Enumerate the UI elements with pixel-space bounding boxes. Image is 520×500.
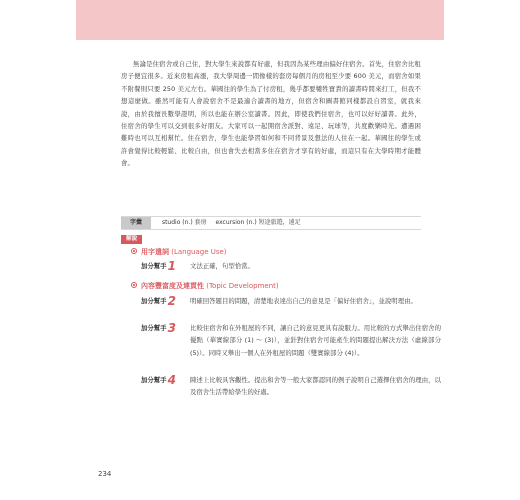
vocabulary-tag: 字彙	[121, 217, 151, 229]
tip-item	[141, 322, 441, 359]
explanation-tag: 解說	[121, 235, 142, 244]
tip-text: 文法正確，句型恰當。	[190, 262, 254, 270]
tip-number: 4	[167, 373, 176, 387]
tip-number: 1	[167, 259, 176, 273]
bullet-icon	[131, 282, 137, 288]
tip-item	[141, 260, 441, 272]
tip-text: 明確回答題目的問題，清楚地表達出自己的意見是「偏好住宿舍」，並說明理由。	[190, 297, 417, 305]
tip-number: 3	[167, 321, 176, 335]
header-band	[76, 0, 444, 40]
vocabulary-item: excursion (n.) 短途旅遊，遠足	[215, 219, 301, 226]
tip-item	[141, 374, 441, 399]
criterion-subtitle: (Language Use)	[169, 248, 227, 256]
vocabulary-item: studio (n.) 套房	[161, 219, 207, 226]
tip-text: 比較住宿舍和在外租屋的不同，讓自己的意見更具有說服力。用比較的方式舉出住宿舍的優點（華實線部分 (1) ～ (3)），並針對住宿舍可能產生的問題提出解決方法（虛線部分 (5)）。同時又舉出一個人在外租屋的問題（雙實線部分 (4)）。	[190, 324, 441, 357]
tip-item	[141, 295, 441, 307]
criterion-heading	[131, 247, 227, 258]
criterion-heading	[131, 281, 279, 292]
tip-text: 陳述上比較具客觀性。提出和舍等一般大家都認同的例子說明自己選擇住宿舍的理由，以及宿舍生活帶給學生的好處。	[190, 376, 441, 397]
vocabulary-bar	[121, 216, 421, 230]
essay-paragraph: 無論是住宿舍或自己住，對大學生來說都有好處，但我因為某些理由偏好住宿舍。首先，住宿舍比租房子便宜很多。近來房租高漲，我大學周邊一間像樣的套房每個月的房租至少要 600 美元，而宿舍如果不附餐則只要 250 美元左右。華國往的學生為了付房租，幾乎都要犧牲寶貴的讀書時間來打工，但我不想這麼做。雖然可能有人會說宿舍不是最適合讀書的地方，但宿舍和圖書館同樣都設自習室，就我來說，由於我擅長數學證明，所以也能在辦公室讀書。因此，即使我們住宿舍，也可以好好讀書。此外，住宿舍的學生可以交到很多好朋友。大家可以一起開宿舍派對、遠足、玩球等，共度歡樂時光。遭遇困難時也可以互相幫忙。住在宿舍，學生也能學習如何和不同背景及想法的人住在一起。華國往的學生或許會覺得比較輕鬆、比較自由，但也會失去相當多住在宿舍才享有的好處，而這只有在大學時期才能體會。	[121, 60, 421, 168]
criterion-title: 用字遣詞	[141, 248, 169, 256]
tip-label: 加分幫手4	[141, 373, 176, 387]
tip-label: 加分幫手2	[141, 294, 176, 308]
tip-number: 2	[167, 294, 176, 308]
bullet-icon	[131, 248, 137, 254]
page-number: 234	[98, 470, 112, 478]
tip-label: 加分幫手1	[141, 259, 176, 273]
criterion-subtitle: (Topic Development)	[204, 282, 279, 290]
criterion-title: 內容豐富度及連貫性	[141, 282, 204, 290]
tip-label: 加分幫手3	[141, 321, 176, 335]
